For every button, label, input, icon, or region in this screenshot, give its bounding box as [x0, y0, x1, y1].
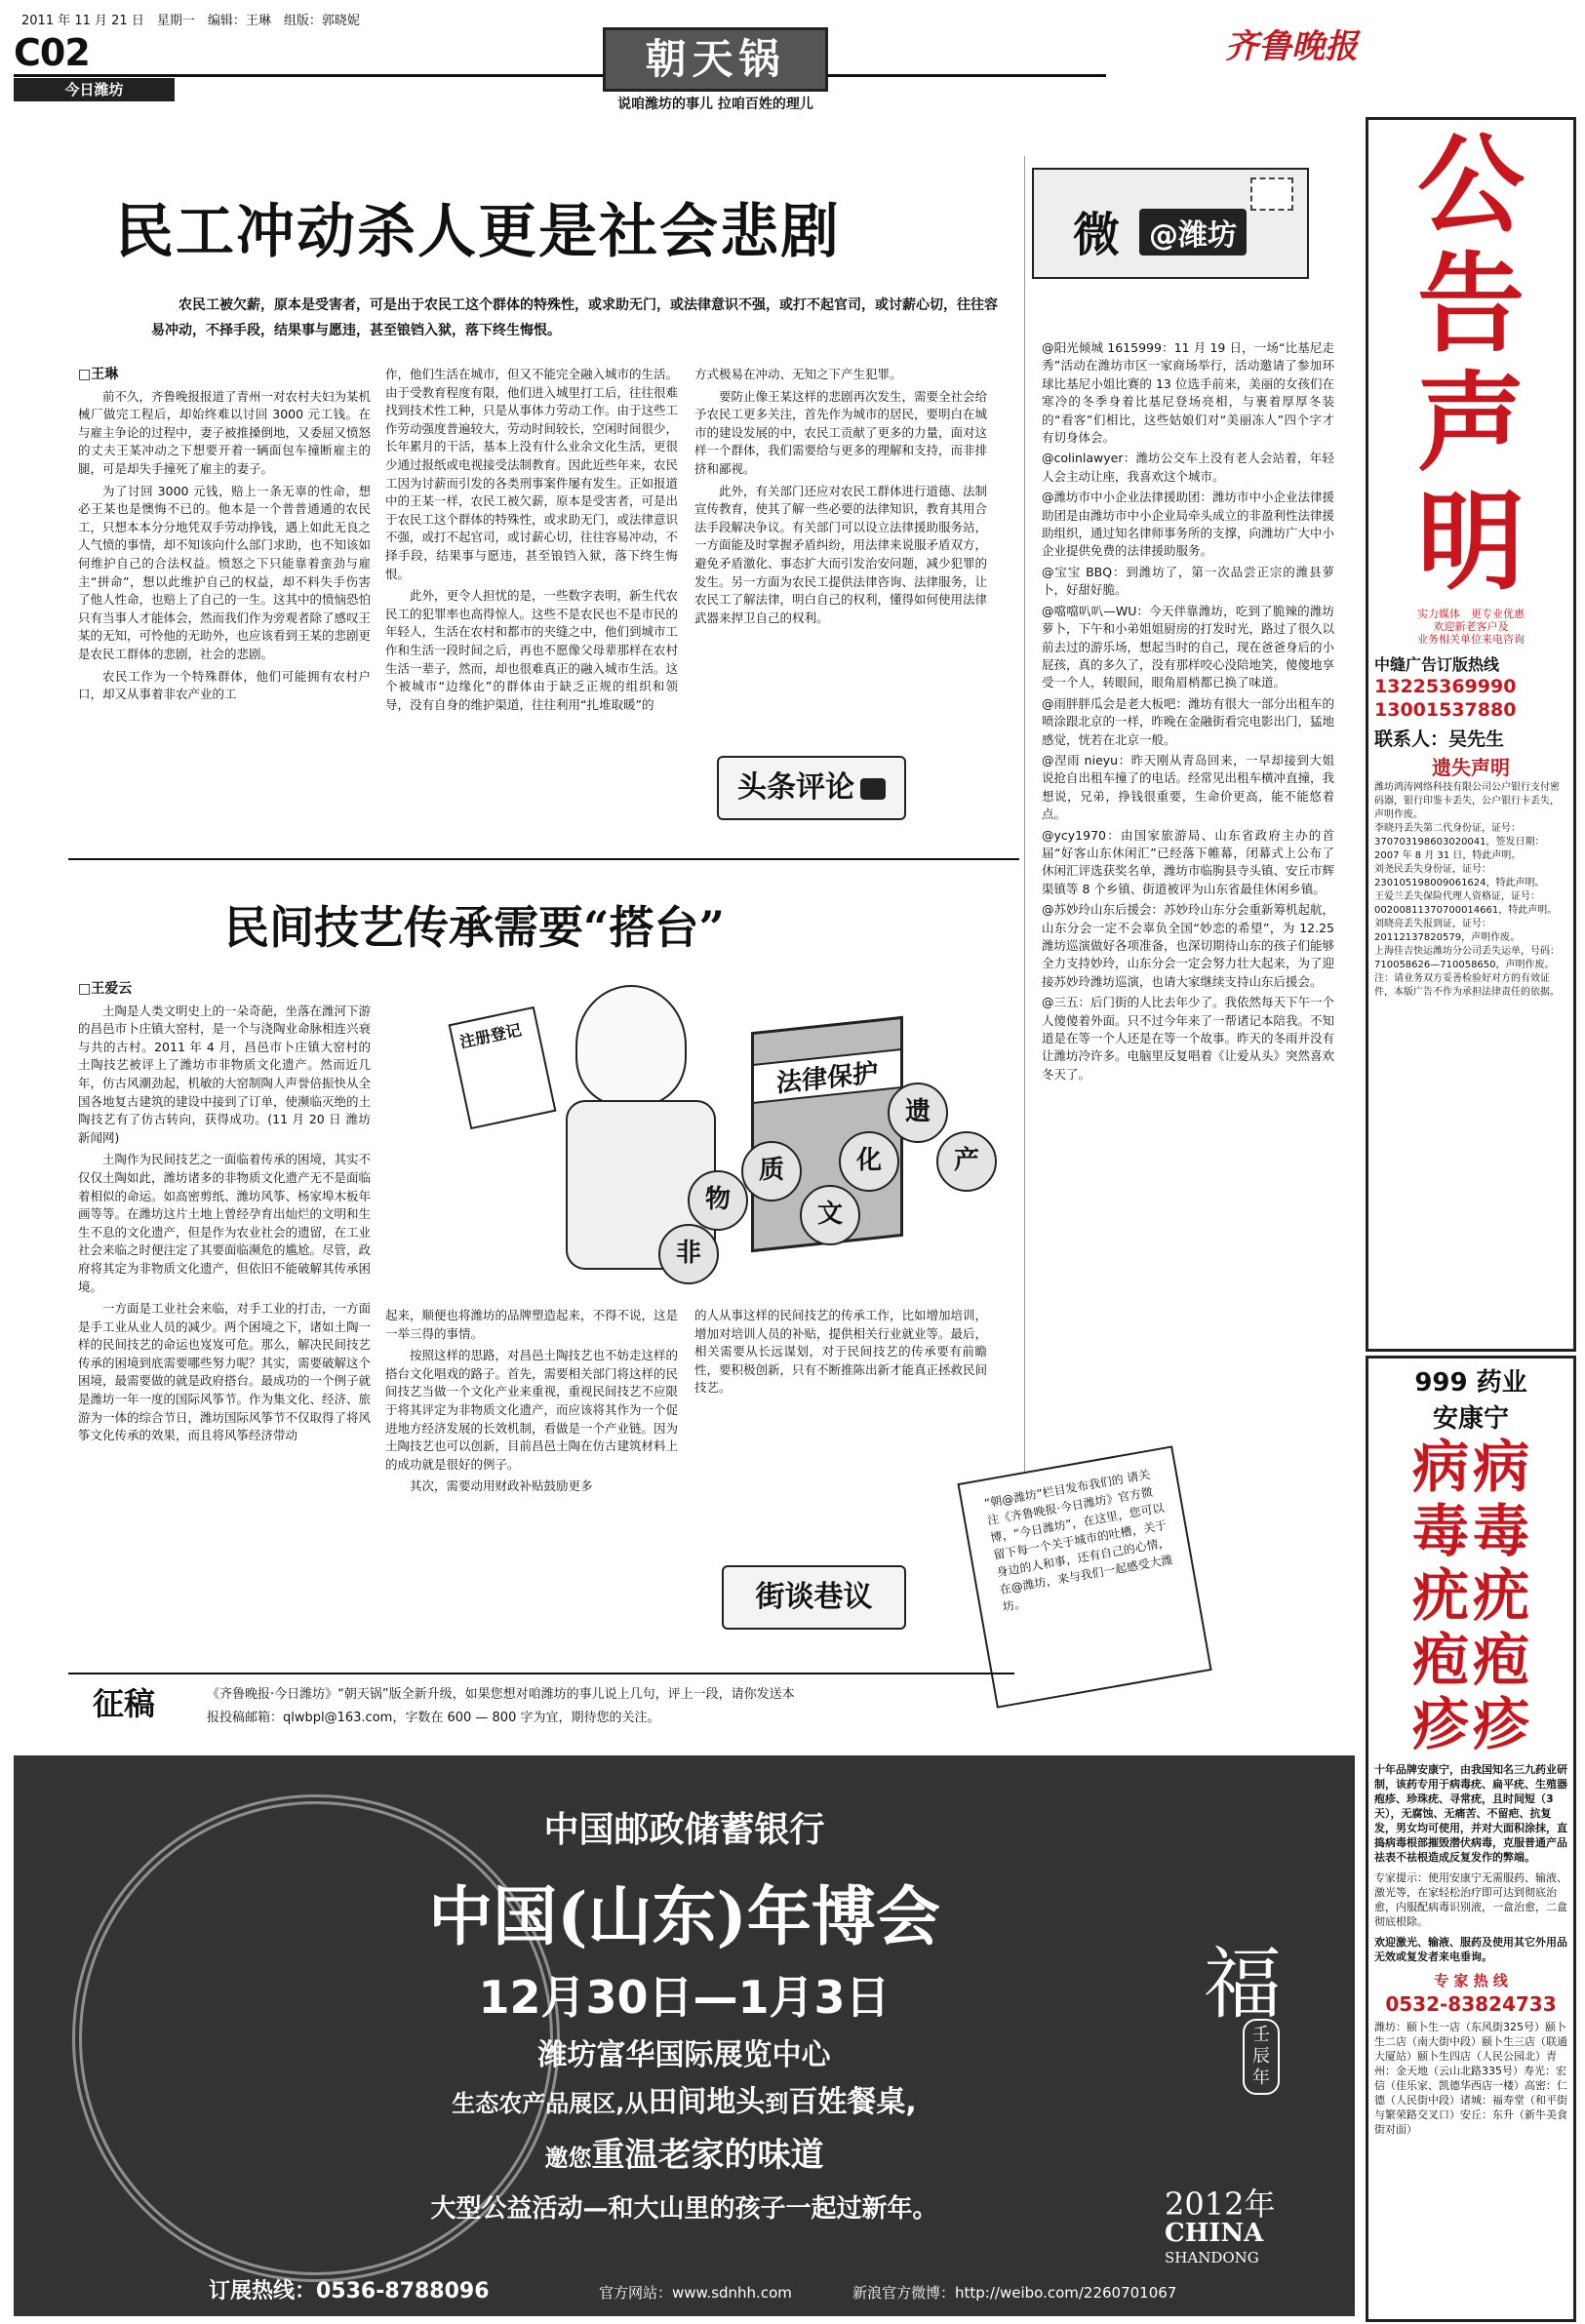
article1-lead: 农民工被欠薪，原本是受害者，可是出于农民工这个群体的特殊性，或求助无门，或法律意识不强，或打不起官司，或讨薪心切，往往容易冲动，不择手段，结果事与愿违，甚至锒铛入狱，落下终生悔恨。: [151, 297, 998, 338]
weibo-post: @潍坊市中小企业法律援助团：潍坊市中小企业法律援助团是由潍坊市中小企业局牵头成立的非盈利性法律援助组织，通过知名律师事务所的支撑，向潍坊广大中小企业提供免费的法律援助服务。: [1042, 490, 1334, 559]
medicine-brand-2: 安康宁: [1432, 1404, 1509, 1434]
line1-a: 生态农产品展区,从: [452, 2090, 649, 2117]
year-seal: 壬辰年: [1243, 2019, 1280, 2095]
medicine-expert-tip: 专家提示：使用安康宁无需服药、输液、激光等，在家轻松治疗即可达到彻底治愈，内服配病毒识别液，一盒治愈，二盒彻底根除。: [1374, 1871, 1567, 1928]
lost-item: 上海佳吉快运潍坊分公司丢失运单，号码：710058626—710058650，声明作废。: [1374, 946, 1560, 970]
notice-slogan: 欢迎新老客户及: [1433, 620, 1509, 633]
weibo-post: @ycy1970：由国家旅游局、山东省政府主办的首届“好客山东休闲汇”已经落下帷幕，闭幕式上公布了休闲汇评选获奖名单，潍坊市临朐县寺头镇、安丘市辉渠镇等 8 个乡镇、街道被评为山东省最佳休闲乡镇。: [1042, 827, 1334, 896]
lost-notice-items: [1374, 781, 1567, 1327]
date-line: 2011 年 11 月 21 日 星期一 编辑：王琳 组版：郭晓妮: [21, 14, 360, 28]
column-slogan: 说咱潍坊的事儿 拉咱百姓的理儿: [617, 97, 813, 112]
lost-item: 注：请业务双方妥善检验好对方的有效证件，本版广告不作为承担法律责任的依据。: [1374, 973, 1560, 998]
heritage-ball: 非: [658, 1224, 719, 1284]
year-china: CHINA: [1165, 2219, 1264, 2248]
weibo-post: @colinlawyer：潍坊公交车上没有老人会站着，年轻人会主动让座，我喜欢这个城市。: [1042, 451, 1334, 484]
article1-col1: [78, 366, 371, 844]
char-column: [1473, 1435, 1529, 1756]
weibo-post: @阳光倾城 1615999：11 月 19 日，一场“比基尼走秀”活动在潍坊市区一家商场举行，活动邀请了参加环球比基尼小姐比赛的 13 位选手前来，美丽的女孩们在寒冷的冬季身着比基尼登场亮相，与裹着厚厚冬装的“看客”们相比，这些姑娘们对“美丽冻人”四个字才有切身体会。: [1042, 340, 1334, 446]
paper-logo: 齐鲁晚报: [1225, 27, 1358, 66]
medicine-big-chars: [1368, 1435, 1573, 1756]
weibo-divider: [1024, 156, 1025, 1697]
column-nameplate: 朝天锅: [603, 27, 828, 92]
heritage-ball: 遗: [888, 1083, 948, 1143]
heritage-ball: 文: [800, 1185, 860, 1245]
notice-hotline-label: 中缝广告订版热线: [1374, 655, 1500, 674]
paragraph: 其次，需要动用财政补贴鼓励更多: [410, 1478, 593, 1494]
fair-venue: 潍坊富华国际展览中心: [537, 2038, 831, 2072]
solicit-label: 征稿: [93, 1685, 156, 1722]
article1-col2: [385, 366, 678, 844]
paragraph: 农民工作为一个特殊群体，他们可能拥有农村户口，却又从事着非农产业的工: [78, 668, 371, 702]
big-char: 病: [1473, 1434, 1530, 1500]
medicine-stores: 潍坊：颐卜生一店（东风街325号）颐卜生二店（南大街中段）颐卜生三店（联通大厦站）颐卜生四店（人民公园北）青州：金天地（云山北路335号）寿光：宏信（佳乐家、凯德华西店一楼）高密：仁德（人民街中段）诸城：福寿堂（和平街与繁荣路交叉口）安丘：东升（新牛美食街对面）: [1374, 2021, 1567, 2136]
headline-review-badge: [717, 756, 906, 820]
fu-character: 福: [1204, 1939, 1282, 2029]
medicine-intro: 十年品牌安康宁，由我国知名三九药业研制，该药专用于病毒疣、扁平疣、生殖器疱疹、珍珠疣、寻常疣，且时间短（3天），无腐蚀、无痛苦、不留疤、抗复发，男女均可使用，并对大面积涂抹，直捣病毒根部摧毁潜伏病毒，克服普通产品祛表不祛根造成反复发作的弊端。: [1374, 1763, 1567, 1864]
bank-website: 官方网站：www.sdnhh.com: [599, 2284, 792, 2302]
paragraph: 方式极易在冲动、无知之下产生犯罪。: [694, 367, 902, 381]
heritage-ball: 物: [688, 1170, 748, 1231]
big-char: 疱: [1473, 1627, 1530, 1693]
paragraph: 作，他们生活在城市，但又不能完全融入城市的生活。由于受教育程度有限，他们进入城里打工后，往往很难找到技术性工种，只是从事体力劳动工作。由于这些工作劳动强度普遍较大，劳动时间较长，空闲时间很少，长年累月的干活，基本上没有什么业余文化生活，更很少通过报纸或电视接受法制教育。因此近些年来，农民工因为讨薪而引发的各类刑事案件屡有发生。正如报道中的王某一样，农民工被欠薪，原本是受害者，可是出于农民工这个群体的特殊性，或求助无门，或法律意识不强，或打不起官司，或讨薪心切，往往容易冲动，不择手段，结果事与愿违，甚至锒铛入狱，落下终生悔恨。: [385, 367, 678, 581]
bank-name: 中国邮政储蓄银行: [543, 1810, 825, 1850]
weibo-post: @雨胖胖瓜会是老大板吧：潍坊有很大一部分出租车的喷涂跟北京的一样，昨晚在金融街看完电影出门，猛地感觉，恍若在北京一般。: [1042, 695, 1334, 747]
article-divider: [68, 858, 1019, 860]
section-tab: 今日潍坊: [14, 78, 175, 101]
article1-title: 民工冲动杀人更是社会悲剧: [115, 198, 841, 266]
lost-item: 王爱兰丢失保险代理人资格证，证号：00200811370700014661，特此声明。: [1374, 891, 1558, 916]
medicine-welcome: 欢迎激光、输液、服药及使用其它外用品无效或复发者来电垂询。: [1374, 1936, 1567, 1963]
heritage-ball: 质: [741, 1141, 802, 1201]
notice-slogan: 业务相关单位来电咨询: [1417, 633, 1525, 646]
paragraph: 为了讨回 3000 元钱，赔上一条无辜的性命，想必王某也是懊悔不已的。他本是一个普普通通的农民工，只想本本分分地凭双手劳动挣钱，遇上如此无良之人气愤的事情，却不知该向什么部门求助，也不知该如何维护自己的合法权益。愤怒之下只能靠着蛮劲与雇主“拼命”，想以此维护自己的权益，却不料失手伤害了他人性命，也赔上了自己的一生。这其中的愤恼恐怕只有当事人才能体会，然而我们作为旁观者除了感叹王某的无知，可怜他的无助外，也应该看到王某的悲剧更是农民工群体的悲剧，社会的悲剧。: [78, 483, 371, 661]
big-char: 病: [1411, 1434, 1469, 1500]
fair-line-3: 大型公益活动—和大山里的孩子一起过新年。: [430, 2194, 938, 2224]
notebook-graphic: [957, 1445, 1211, 1708]
bank-weibo: 新浪官方微博：http://weibo.com/2260701067: [852, 2284, 1177, 2302]
medicine-brand: 999 药业: [1414, 1368, 1527, 1398]
weibo-badge: [1032, 168, 1309, 279]
char-column: [1412, 1435, 1469, 1756]
year-shandong: SHANDONG: [1165, 2249, 1259, 2266]
solicit-top-rule: [68, 1673, 1014, 1674]
line2-b: 重温老家的味道: [591, 2136, 824, 2175]
badge-text: 头条评论: [737, 770, 854, 805]
notice-char: 公: [1417, 122, 1525, 248]
register-document: 注册登记: [449, 1006, 557, 1129]
notice-slogan: 实力媒体 更专业优惠: [1417, 608, 1525, 620]
fair-line-1: [14, 2077, 1355, 2120]
bank-ad: [14, 1755, 1355, 2316]
lost-item: 潍坊鸿涛网络科技有限公司公户银行支付密码器，银行印鉴卡丢失，公户银行卡丢失，声明作废。: [1374, 782, 1560, 820]
medicine-ad: [1366, 1356, 1576, 2322]
paragraph: 土陶是人类文明史上的一朵奇葩，坐落在潍河下游的昌邑市卜庄镇大窑村，是一个与浇陶业命脉相连兴衰与共的古村。2011 年 4 月，昌邑市卜庄镇大窑村的土陶技艺被评上了潍坊市非物质文化遗产。然而近几年，仿古风潮劲起，机敏的大窑制陶人声誉倍振快从全国各地复古建筑的建设中接到了订单，使濒临灭绝的土陶技艺有了仿古转向，获得成功。(11 月 20 日 潍坊新闻网): [78, 1003, 371, 1145]
fair-dates: 12月30日—1月3日: [478, 1971, 891, 2024]
notice-char: 声: [1417, 360, 1525, 486]
notice-slogans: [1368, 608, 1573, 646]
ink-pot-icon: [860, 778, 886, 800]
article2-col1: [78, 980, 371, 1653]
lost-item: 刘尧民丢失身份证，证号：230105198009061624，特此声明。: [1374, 864, 1545, 888]
header-rule: [14, 74, 1106, 77]
book-label: 法律保护: [754, 1048, 900, 1104]
paragraph: 此外，有关部门还应对农民工群体进行道德、法制宣传教育，使其了解一些必要的法律知识，教育其用合法手段解决争议。有关部门可以设立法律援助服务站，一方面能及时掌握矛盾纠纷，用法律来说服矛盾双方，避免矛盾激化、事态扩大而引发治安问题，减少犯罪的发生。另一方面为农民工提供法律咨询、法律服务，让农民工了解法律，明白自己的权利，懂得如何使用法律武器来捍卫自己的权利。: [694, 483, 987, 625]
fair-title: 中国(山东)年博会: [428, 1878, 940, 1954]
article1-byline: □王琳: [78, 367, 119, 382]
solicit-text-2: 报投稿邮箱：qlwbpl@163.com，字数在 600 — 800 字为宜，期待您的关注。: [207, 1711, 660, 1725]
paragraph: 要防止像王某这样的悲剧再次发生，需要全社会给予农民工更多关注，首先作为城市的居民，要明白在城市的建设发展的中，农民工贡献了更多的力量，面对这样一个群体，我们需要给与更多的理解和支持，而非排挤和鄙视。: [694, 388, 987, 476]
lost-notice-title: 遗失声明: [1432, 756, 1510, 779]
big-char: 疣: [1473, 1562, 1530, 1629]
paragraph: 前不久，齐鲁晚报报道了青州一对农村夫妇为某机械厂做完工程后，却始终难以讨回 3000 元工钱。在与雇主争论的过程中，妻子被推搡倒地，又委屈又愤怒的丈夫王某冲动之下想要开着一辆面包车撞断雇主的腿，可是却失手撞死了雇主的妻子。: [78, 388, 371, 476]
paragraph: 土陶作为民间技艺之一面临着传承的困境，其实不仅仅土陶如此，潍坊诸多的非物质文化遗产无不是面临着相似的命运。如高密剪纸、潍坊风筝、杨家埠木板年画等等。在潍坊这片土地上曾经孕育出灿烂的文明和生生不息的文化遗产，但是作为农业社会的遗留，在工业社会来临之时便注定了其要面临濒危的尴尬。尽管，政府将其定为非物质文化遗产，但依旧不能破解其传承困境。: [78, 1152, 371, 1294]
notebook-text: “朝@潍坊”栏目发布我们的 请关注《齐鲁晚报·今日潍坊》官方微博，“今日潍坊”，在这里，您可以留下每一个关于城市的吐槽，关于身边的人和事，还有自己的心情，在@潍坊，来与我们一起感受大潍坊。: [983, 1467, 1174, 1614]
line2-a: 邀您: [544, 2145, 592, 2172]
big-char: 疣: [1411, 1562, 1469, 1629]
street-talk-badge: 街谈巷议: [722, 1565, 906, 1630]
fair-line-2: [14, 2128, 1355, 2176]
notice-char: 告: [1417, 241, 1525, 367]
article2-col3: [694, 1307, 987, 1473]
notice-ad: [1366, 117, 1576, 1352]
postage-stamp-icon: [1250, 177, 1293, 211]
heritage-ball: 化: [839, 1131, 899, 1192]
weibo-post: @涅雨 nieyu：昨天刚从青岛回来，一早却接到大姐说抢自出租车撞了的电话。经常见出租车横冲直撞，我想说，兄弟，挣钱很重要，生命价更高，能不能悠着点。: [1042, 752, 1334, 822]
paragraph: 的人从事这样的民间技艺的传承工作，比如增加培训，增加对培训人员的补贴，提供相关行业就业等。最后，相关需要从长远谋划，对于民间技艺的传承要有前瞻性，要积极创新，只有不断推陈出新才能真正拯救民间技艺。: [694, 1308, 987, 1396]
big-char: 毒: [1411, 1498, 1469, 1564]
weibo-post: @苏妙玲山东后援会：苏妙玲山东分会重新筹机起航，山东分会一定不会辜负全国“妙恋的希望”，为 12.25 潍坊巡演做好各项准备，也深切期待山东的孩子们能够全力支持妙玲，山东分会一定会努力壮大起来，为了迎接苏妙玲潍坊巡演，也请大家继续支持山东后援会。: [1042, 902, 1334, 989]
notice-phone-1: 13225369990: [1374, 676, 1517, 697]
big-char: 毒: [1473, 1498, 1530, 1564]
line1-d: 百姓餐桌,: [788, 2085, 917, 2119]
page-number: C02: [14, 31, 90, 74]
article2-col2: [385, 1307, 678, 1658]
bank-hotline: 订展热线：0536-8788096: [209, 2279, 490, 2304]
heritage-ball: 产: [936, 1131, 997, 1192]
weibo-post: @三五：后门街的人比去年少了。我依然每天下午一个人傻傻着外面。只不过今年来了一帮诸记本陪我。不知道是在等一个人还是在等一个故事。昨天的冬雨并没有让潍坊冷许多。电脑里反复唱着《让爱从头》突然喜欢冬天了。: [1042, 995, 1334, 1082]
heritage-balls: [429, 975, 1053, 1297]
solicit-text-1: 《齐鲁晚报·今日潍坊》“朝天锅”版全新升级，如果您想对咱潍坊的事儿说上几句，评上一段，请你发送本: [207, 1687, 795, 1702]
weibo-at-weifang: @潍坊: [1139, 209, 1247, 256]
weibo-mark: 微: [1073, 208, 1121, 262]
line1-b: 田间地头: [648, 2085, 766, 2119]
medicine-hotline-label: 专 家 热 线: [1434, 1972, 1508, 1989]
legal-illustration: [429, 975, 1053, 1297]
line1-c: 到: [765, 2090, 789, 2117]
lost-item: 刘晓亮丢失报到证，证号：20112137820579，声明作废。: [1374, 919, 1521, 943]
lost-item: 李晓丹丢失第二代身份证，证号：370703198603020041，签发日期：2007 年 8 月 31 日，特此声明。: [1374, 823, 1545, 861]
paragraph: 此外，更令人担忧的是，一些数字表明，新生代农民工的犯罪率也高得惊人。这些不是农民也不是市民的年轻人，生活在农村和都市的夹缝之中，他们到城市工作和生活一段时间之后，再也不愿像父母辈那样在农村生活一辈子，然而，却也很难真正的融入城市生活。这个被城市“边缘化”的群体由于缺乏正规的组织和领导，没有自身的维护渠道，往往利用“扎堆取暖”的: [385, 588, 678, 712]
big-char: 疹: [1473, 1691, 1530, 1757]
big-char: 疱: [1411, 1627, 1469, 1693]
article1-col3: [694, 366, 987, 717]
big-char: 疹: [1411, 1691, 1469, 1757]
paragraph: 按照这样的思路，对昌邑土陶技艺也不妨走这样的搭台文化唱戏的路子。首先，需要相关部门将这样的民间技艺当做一个文化产业来重视，重视民间技艺不应限于将其评定为非物质文化遗产，而应该将其作为一个促进地方经济发展的长效机制，看做是一个产业链。因为土陶技艺也可以创新，目前昌邑土陶在仿古建筑材料上的成功就是很好的例子。: [385, 1348, 678, 1472]
notice-phone-2: 13001537880: [1374, 699, 1517, 721]
article2-byline: □王爱云: [78, 981, 133, 997]
medicine-hotline: 0532-83824733: [1385, 1992, 1557, 2016]
article2-title: 民间技艺传承需要“搭台”: [224, 901, 725, 954]
notice-title: [1368, 122, 1573, 605]
paragraph: 起来，顺便也将潍坊的品牌塑造起来，不得不说，这是一举三得的事情。: [385, 1308, 678, 1341]
notice-char: 明: [1417, 479, 1525, 605]
weibo-post: @宝宝 BBQ：到潍坊了，第一次品尝正宗的潍县萝卜，好甜好脆。: [1042, 564, 1334, 598]
weibo-post: @噹噹叭叭—WU：今天伴靠潍坊，吃到了脆辣的潍坊萝卜，下午和小弟姐姐厨房的打发时光，路过了很久以前去过的游乐场，想起当时的自己，现在爸爸身后的小屁孩，真的多久了，没有那样咬心没陪地笑，傻傻地享受一个人，转眼间，眼角眉梢都已换了味道。: [1042, 603, 1334, 690]
year-2012: 2012年: [1165, 2186, 1276, 2223]
paragraph: 一方面是工业社会来临，对手工业的打击，一方面是手工业从业人员的减少。两个困境之下，诸如土陶一样的民间技艺的命运也岌岌可危。那么，解决民间技艺传承的困境到底需要哪些努力呢？其实，需要破解这个困境，最需要做的就是政府搭台。最成功的一个例子就是潍坊一年一度的国际风筝节。作为集文化、经济、旅游为一体的综合节日，潍坊国际风筝节不仅取得了将风筝文化传承的效果，而且将风筝经济带动: [78, 1301, 371, 1443]
notice-contact: 联系人：吴先生: [1374, 729, 1505, 750]
